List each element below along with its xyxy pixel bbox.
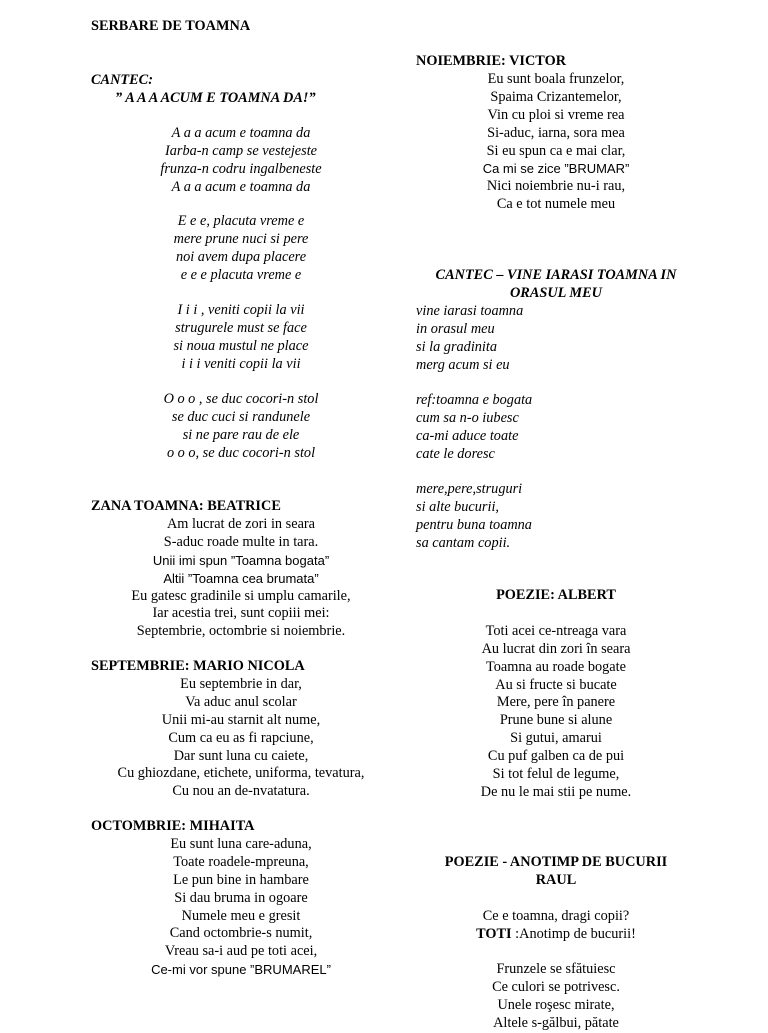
page-title: SERBARE DE TOAMNA [91, 18, 251, 34]
raul-heading-line1: POEZIE - ANOTIMP DE BUCURII [444, 854, 668, 870]
november-heading: NOIEMBRIE: VICTOR [416, 53, 567, 69]
raul-heading-line2: RAUL [535, 871, 577, 888]
zana-heading: ZANA TOAMNA: BEATRICE [91, 498, 281, 514]
song-heading: CANTEC: ” A A A ACUM E TOAMNA DA!” [91, 72, 316, 106]
albert-section: POEZIE: ALBERT Toti acei ce-ntreaga vara Au lucrat din zori în seara Toamna au roade bogate Au si fructe si bucate Mere, pere în panere Prune bune si alune Si gutui, amarui Cu puf galben ca de pui Si tot felul de legume, De nu le mai stii pe nume. [416, 587, 696, 802]
september-heading: SEPTEMBRIE: MARIO NICOLA [91, 658, 305, 674]
october-heading: OCTOMBRIE: MIHAITA [91, 818, 255, 834]
raul-section: POEZIE - ANOTIMP DE BUCURII RAUL Ce e toamna, dragi copii? TOTI :Anotimp de bucurii! Frunzele se sfătuiesc Ce culori se potrivesc. Unele roşesc mirate, Altele s-gălbui, pătate [416, 854, 696, 1033]
zana-section: ZANA TOAMNA: BEATRICE Am lucrat de zori in seara S-aduc roade multe in tara. Unii imi spun ”Toamna bogata” Altii ”Toamna cea brumata” Eu gatesc gradinile si umplu camarile, Iar acestia trei, sunt copiii mei: Septembrie, octombrie si noiembrie. [91, 498, 391, 641]
song-verse-2: E e e, placuta vreme e mere prune nuci si pere noi avem dupa placere e e e placuta vreme e [173, 213, 309, 283]
song2-heading: CANTEC – VINE IARASI TOAMNA IN ORASUL MEU [435, 267, 677, 301]
november-section: NOIEMBRIE: VICTOR Eu sunt boala frunzelor, Spaima Crizantemelor, Vin cu ploi si vreme rea Si-aduc, iarna, sora mea Si eu spun ca e mai clar, Ca mi se zice ”BRUMAR” Nici noiembrie nu-i rau, Ca e tot numele meu [416, 53, 696, 214]
september-section: SEPTEMBRIE: MARIO NICOLA Eu septembrie in dar, Va aduc anul scolar Unii mi-au starnit alt nume, Cum ca eu as fi rapciune, Dar sunt luna cu caiete, Cu ghiozdane, etichete, uniforma, tevatura, Cu nou an de-nvatatura. [91, 658, 391, 801]
albert-heading: POEZIE: ALBERT [496, 587, 616, 603]
song2-verse-2: mere,pere,struguri si alte bucurii, pentru buna toamna sa cantam copii. [416, 481, 532, 551]
song-verse-4: O o o , se duc cocori-n stol se duc cuci si randunele si ne pare rau de ele o o o, se duc cocori-n stol [163, 391, 319, 461]
song-verse-1: A a a acum e toamna da Iarba-n camp se vestejeste frunza-n codru ingalbeneste A a a acum e toamna da [160, 125, 322, 195]
october-section: OCTOMBRIE: MIHAITA Eu sunt luna care-aduna, Toate roadele-mpreuna, Le pun bine in hambare Si dau bruma in ogoare Numele meu e gresit Cand octombrie-s numit, Vreau sa-i aud pe toti acei, Ce-mi vor spune ”BRUMAREL” [91, 818, 391, 979]
song-verse-3: I i i , veniti copii la vii strugurele must se face si noua mustul ne place i i i veniti copii la vii [173, 302, 309, 372]
raul-answer: TOTI :Anotimp de bucurii! [476, 925, 636, 942]
song2-refrain: ref:toamna e bogata cum sa n-o iubesc ca-mi aduce toate cate le doresc [416, 392, 533, 462]
song2-verse-1: vine iarasi toamna in orasul meu si la gradinita merg acum si eu [416, 303, 524, 373]
